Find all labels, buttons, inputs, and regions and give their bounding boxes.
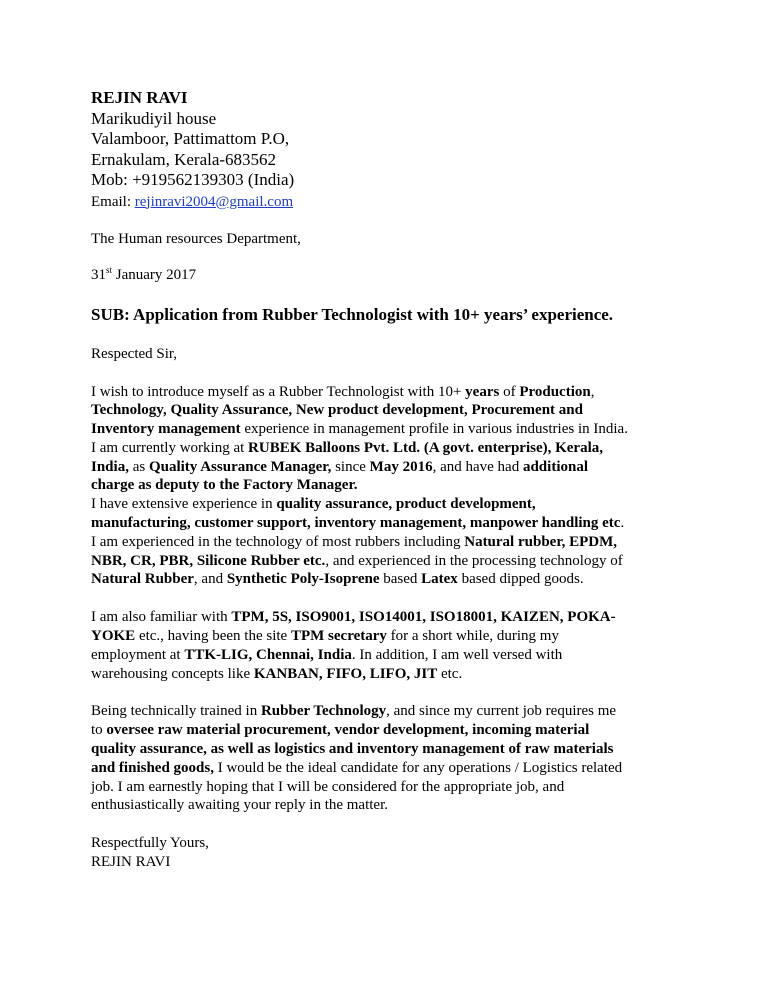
paragraph-closing-pitch [91,702,691,815]
salutation: Respected Sir, [91,345,178,362]
signature-name: REJIN RAVI [91,854,171,871]
paragraph-line: job. I am earnestly hoping that I will be considered for the appropriate job, and [91,778,565,795]
paragraph-line: quality assurance, as well as logistics and inventory management of raw materials [91,741,614,758]
date-suffix: st [106,264,113,275]
letter [91,88,691,872]
paragraph-line: I am experienced in the technology of most rubbers including Natural rubber, EPDM, [91,533,618,550]
sender-address-line-1: Marikudiyil house [91,108,217,128]
paragraph-line: I am also familiar with TPM, 5S, ISO9001, ISO14001, ISO18001, KAIZEN, POKA- [91,609,616,626]
email-link[interactable]: rejinravi2004@gmail.com [134,193,294,210]
paragraph-line: India, as Quality Assurance Manager, since May 2016, and have had additional [91,458,588,475]
paragraph-line: I am currently working at RUBEK Balloons Pvt. Ltd. (A govt. enterprise), Kerala, [91,439,604,456]
recipient-line: The Human resources Department, [91,230,301,247]
paragraph-line: YOKE etc., having been the site TPM secretary for a short while, during my [91,628,559,645]
sender-block [91,88,691,213]
paragraph-line: I have extensive experience in quality assurance, product development, [91,496,536,513]
sender-mobile: Mob: +919562139303 (India) [91,170,295,189]
paragraph-introduction [91,383,691,590]
letter-date [91,266,691,285]
paragraph-line: I wish to introduce myself as a Rubber Technologist with 10+ years of Production, [91,383,595,400]
paragraph-line: charge as deputy to the Factory Manager. [91,477,358,494]
paragraph-line: warehousing concepts like KANBAN, FIFO, LIFO, JIT etc. [91,665,463,682]
paragraph-line: employment at TTK-LIG, Chennai, India. In addition, I am well versed with [91,646,563,663]
paragraph-line: manufacturing, customer support, inventory management, manpower handling etc. [91,515,625,532]
paragraph-line: Technology, Quality Assurance, New product development, Procurement and [91,402,583,419]
paragraph-line: Inventory management experience in management profile in various industries in India. [91,421,628,438]
valediction: Respectfully Yours, [91,835,209,852]
paragraph-line: NBR, CR, PBR, Silicone Rubber etc., and experienced in the processing technology of [91,552,623,569]
paragraph-line: Natural Rubber, and Synthetic Poly-Isoprene based Latex based dipped goods. [91,571,584,588]
sender-email-line [91,191,691,213]
sender-address-line-3: Ernakulam, Kerala-683562 [91,149,277,169]
email-label: Email: [91,193,135,210]
date-day: 31 [91,266,106,283]
date-month-year: January 2017 [112,266,197,283]
sender-address-line-2: Valamboor, Pattimattom P.O, [91,129,290,148]
paragraph-line: to oversee raw material procurement, vendor development, incoming material [91,722,590,739]
paragraph-line: enthusiastically awaiting your reply in the matter. [91,797,389,814]
closing-block [91,834,691,872]
paragraph-certifications [91,608,691,683]
subject-line: SUB: Application from Rubber Technologist with 10+ years’ experience. [91,304,614,324]
paragraph-line: Being technically trained in Rubber Technology, and since my current job requires me [91,703,617,720]
paragraph-line: and finished goods, I would be the ideal candidate for any operations / Logistics related [91,759,623,776]
sender-name: REJIN RAVI [91,88,188,107]
